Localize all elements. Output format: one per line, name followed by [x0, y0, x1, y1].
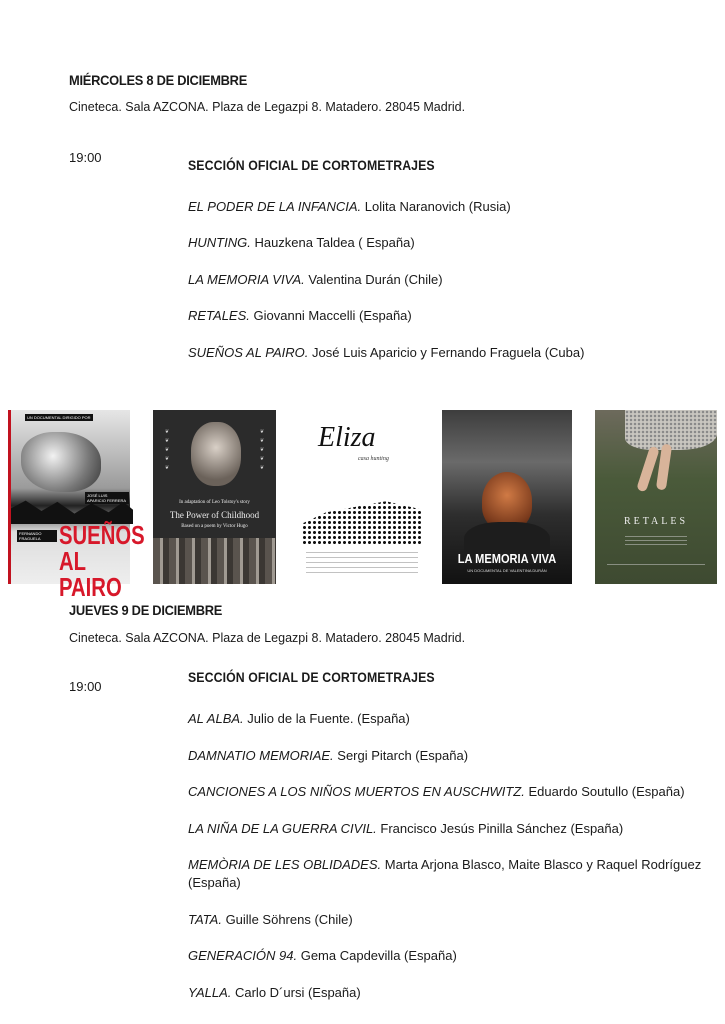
poster-title: LA MEMORIA VIVA: [457, 551, 557, 566]
poster-subtitle: UN DOCUMENTAL DE VALENTINA DURÁN: [467, 568, 547, 573]
film-item: [188, 947, 718, 965]
film-item: [188, 198, 718, 216]
poster-director-names: JOSÉ LUIS APARICIO FERRERA: [85, 492, 129, 504]
laurel-awards-left: ❦ ❦ ❦ ❦ ❦: [164, 429, 170, 471]
crowd-image: [153, 538, 276, 584]
film-item: [188, 344, 718, 362]
poster-caption-2: Based on a poem by Victor Hugo: [181, 524, 248, 529]
film-credits: Guille Söhrens (Chile): [221, 912, 353, 927]
film-title: HUNTING.: [188, 235, 251, 250]
film-title: DAMNATIO MEMORIAE.: [188, 748, 334, 763]
film-credits: Julio de la Fuente. (España): [243, 711, 410, 726]
film-credits: Carlo D´ursi (España): [231, 985, 361, 1000]
poster-la-memoria-viva: [442, 410, 572, 584]
film-credits: Giovanni Maccelli (España): [249, 308, 412, 323]
film-title: RETALES.: [188, 308, 250, 323]
section-title: SECCIÓN OFICIAL DE CORTOMETRAJES: [188, 669, 435, 685]
film-item: [188, 271, 718, 289]
film-title: EL PODER DE LA INFANCIA.: [188, 199, 362, 214]
film-title: GENERACIÓN 94.: [188, 948, 298, 963]
poster-director-names-2: FERNANDO FRAGUELA: [17, 530, 57, 542]
venue-address: Cineteca. Sala AZCONA. Plaza de Legazpi 8. Matadero. 28045 Madrid.: [69, 631, 466, 645]
credits-line: [607, 564, 705, 565]
film-title: SUEÑOS AL PAIRO.: [188, 345, 309, 360]
dress-image: [625, 410, 717, 450]
film-credits: Marta Arjona Blasco, Maite Blasco y Raquel Rodríguez (España): [188, 857, 702, 890]
poster-hunting: [298, 410, 426, 584]
poster-tagline: UN DOCUMENTAL DIRIGIDO POR: [27, 415, 91, 420]
film-item: [188, 984, 718, 1002]
session-time: 19:00: [69, 150, 102, 165]
film-title: CANCIONES A LOS NIÑOS MUERTOS EN AUSCHWITZ.: [188, 784, 525, 799]
film-title: TATA.: [188, 912, 222, 927]
film-item: [188, 747, 718, 765]
session-time: 19:00: [69, 679, 102, 694]
section-title: SECCIÓN OFICIAL DE CORTOMETRAJES: [188, 157, 435, 173]
film-credits: Francisco Jesús Pinilla Sánchez (España): [376, 821, 624, 836]
poster-title: RETALES: [623, 516, 689, 527]
film-credits: Valentina Durán (Chile): [304, 272, 443, 287]
film-item: [188, 307, 718, 325]
film-title: YALLA.: [188, 985, 232, 1000]
poster-suenos-al-pairo: [8, 410, 145, 602]
film-item: [188, 820, 718, 838]
film-title: LA NIÑA DE LA GUERRA CIVIL.: [188, 821, 377, 836]
film-title: LA MEMORIA VIVA.: [188, 272, 305, 287]
film-item: [188, 783, 718, 801]
film-title: AL ALBA.: [188, 711, 244, 726]
poster-subtitle: casa hunting: [358, 456, 389, 462]
film-item: [188, 710, 718, 728]
credits-line: [625, 540, 687, 541]
poster-title: The Power of Childhood: [169, 510, 260, 520]
credits-line: [625, 544, 687, 545]
day-title-thursday: JUEVES 9 DE DICIEMBRE: [69, 602, 223, 618]
poster-caption: In adaptation of Leo Tolstoy's story: [179, 500, 250, 505]
laurel-awards-right: ❦ ❦ ❦ ❦ ❦: [259, 429, 265, 471]
film-item: [188, 234, 718, 252]
film-credits: Lolita Naranovich (Rusia): [361, 199, 511, 214]
poster-title: Eliza: [318, 422, 376, 453]
flock-illustration: [302, 490, 422, 546]
poster-power-of-childhood: [153, 410, 276, 584]
poster-title: SUEÑOS AL PAIRO: [59, 520, 145, 602]
credits-block: [306, 552, 418, 576]
film-credits: Sergi Pitarch (España): [333, 748, 469, 763]
poster-retales: [595, 410, 717, 584]
venue-address: Cineteca. Sala AZCONA. Plaza de Legazpi 8. Matadero. 28045 Madrid.: [69, 100, 466, 114]
credits-line: [625, 536, 687, 537]
portrait-image: [21, 432, 101, 492]
film-credits: José Luis Aparicio y Fernando Fraguela (Cuba): [308, 345, 585, 360]
day-title-wednesday: MIÉRCOLES 8 DE DICIEMBRE: [69, 72, 248, 88]
film-item: [188, 856, 718, 892]
film-credits: Gema Capdevilla (España): [297, 948, 457, 963]
film-title: MEMÒRIA DE LES OBLIDADES.: [188, 857, 382, 872]
film-credits: Hauzkena Taldea ( España): [250, 235, 415, 250]
portrait-image: [191, 422, 241, 486]
film-credits: Eduardo Soutullo (España): [524, 784, 685, 799]
film-item: [188, 911, 718, 929]
